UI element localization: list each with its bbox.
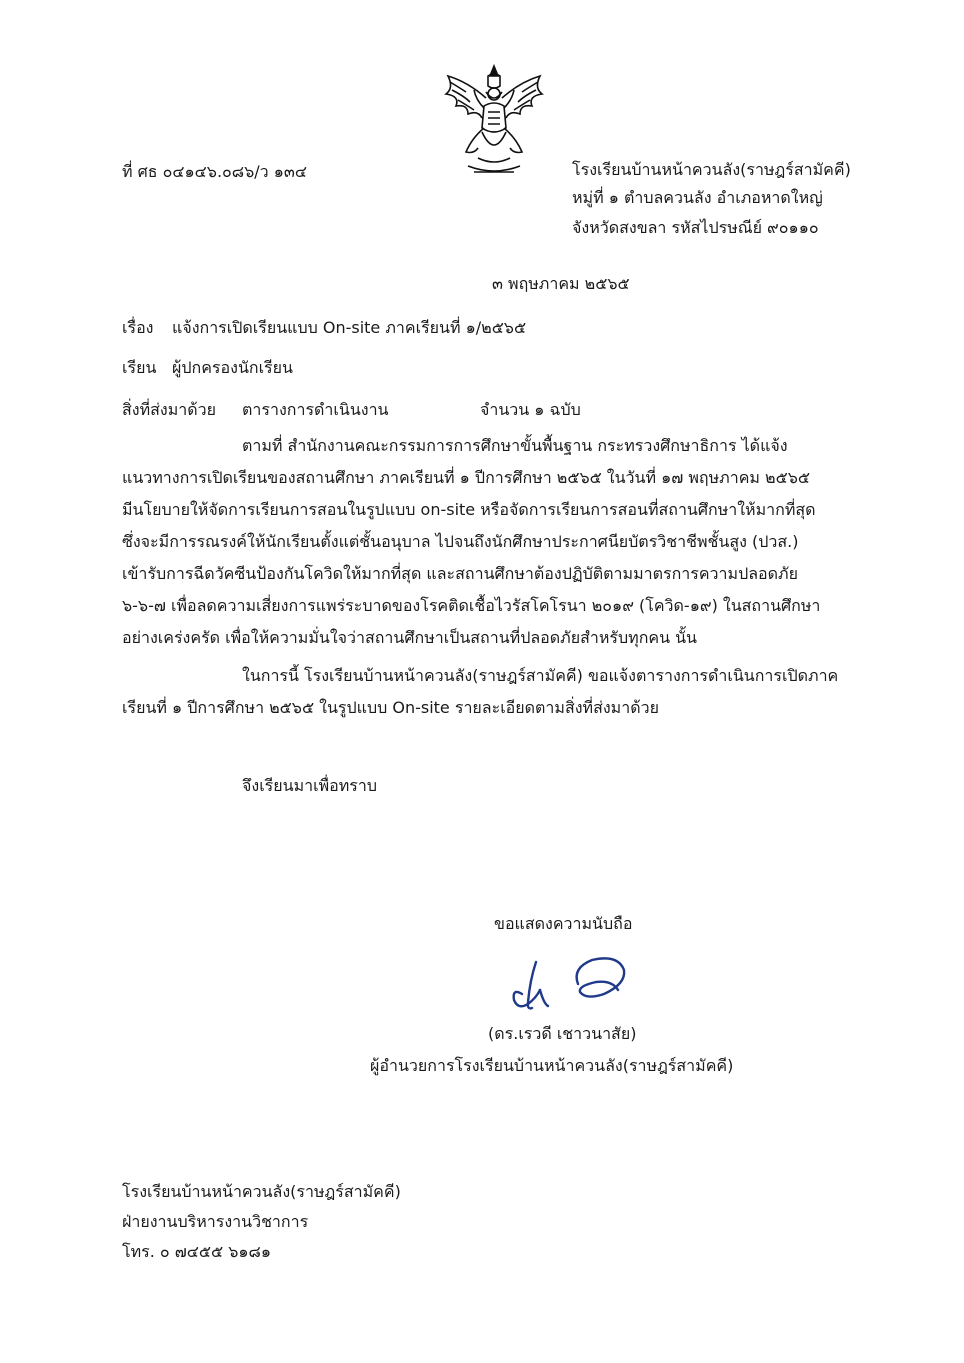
signer-title: ผู้อำนวยการโรงเรียนบ้านหน้าควนลัง(ราษฎร์สามัคคี) xyxy=(370,1056,734,1075)
signer-name: (ดร.เรวดี เชาวนาสัย) xyxy=(488,1024,637,1043)
enclosure-label: สิ่งที่ส่งมาด้วย xyxy=(122,400,216,419)
paragraph-line: เรียนที่ ๑ ปีการศึกษา ๒๕๖๕ ในรูปแบบ On-site รายละเอียดตามสิ่งที่ส่งมาด้วย xyxy=(122,698,659,717)
paragraph-line: มีนโยบายให้จัดการเรียนการสอนในรูปแบบ on-site หรือจัดการเรียนการสอนที่สถานศึกษาให้มากที่สุด xyxy=(122,500,816,519)
paragraph-line: อย่างเคร่งครัด เพื่อให้ความมั่นใจว่าสถานศึกษาเป็นสถานที่ปลอดภัยสำหรับทุกคน นั้น xyxy=(122,628,697,647)
paragraph-line: ตามที่ สำนักงานคณะกรรมการการศึกษาขั้นพื้นฐาน กระทรวงศึกษาธิการ ได้แจ้ง xyxy=(242,436,788,455)
school-name-line: โรงเรียนบ้านหน้าควนลัง(ราษฎร์สามัคคี) xyxy=(572,160,851,179)
reference-number: ที่ ศธ ๐๔๑๔๖.๐๘๖/ว ๑๓๔ xyxy=(122,162,307,181)
paragraph-line: เข้ารับการฉีดวัคซีนป้องกันโควิดให้มากที่สุด และสถานศึกษาต้องปฏิบัติตามมาตรการความปลอดภัย xyxy=(122,564,798,583)
paragraph-line: แนวทางการเปิดเรียนของสถานศึกษา ภาคเรียนที่ ๑ ปีการศึกษา ๒๕๖๕ ในวันที่ ๑๗ พฤษภาคม ๒๕๖๕ xyxy=(122,468,810,487)
paragraph-line: ซึ่งจะมีการรณรงค์ให้นักเรียนตั้งแต่ชั้นอนุบาล ไปจนถึงนักศึกษาประกาศนียบัตรวิชาชีพชั้นสูง (ปวส.) xyxy=(122,532,799,551)
footer-school-name: โรงเรียนบ้านหน้าควนลัง(ราษฎร์สามัคคี) xyxy=(122,1182,401,1201)
handwritten-signature-icon xyxy=(500,950,640,1020)
paragraph-line: ในการนี้ โรงเรียนบ้านหน้าควนลัง(ราษฎร์สามัคคี) ขอแจ้งตารางการดำเนินการเปิดภาค xyxy=(242,666,839,685)
enclosure-quantity: จำนวน ๑ ฉบับ xyxy=(480,400,581,419)
subject-text: แจ้งการเปิดเรียนแบบ On-site ภาคเรียนที่ ๑/๒๕๖๕ xyxy=(172,318,527,337)
footer-phone: โทร. ๐ ๗๔๕๕ ๖๑๘๑ xyxy=(122,1242,272,1261)
school-address-line: หมู่ที่ ๑ ตำบลควนลัง อำเภอหาดใหญ่ xyxy=(572,188,823,207)
closing-phrase: จึงเรียนมาเพื่อทราบ xyxy=(242,776,377,795)
valediction: ขอแสดงความนับถือ xyxy=(494,914,633,933)
letter-date: ๓ พฤษภาคม ๒๕๖๕ xyxy=(492,274,630,293)
subject-label: เรื่อง xyxy=(122,318,154,337)
garuda-emblem-icon xyxy=(438,62,550,182)
recipient-text: ผู้ปกครองนักเรียน xyxy=(172,358,293,377)
school-province-line: จังหวัดสงขลา รหัสไปรษณีย์ ๙๐๑๑๐ xyxy=(572,218,819,237)
enclosure-item: ตารางการดำเนินงาน xyxy=(242,400,389,419)
footer-department: ฝ่ายงานบริหารงานวิชาการ xyxy=(122,1212,309,1231)
recipient-label: เรียน xyxy=(122,358,157,377)
paragraph-line: ๖-๖-๗ เพื่อลดความเสี่ยงการแพร่ระบาดของโรคติดเชื้อไวรัสโคโรนา ๒๐๑๙ (โควิด-๑๙) ในสถานศึกษา xyxy=(122,596,821,615)
